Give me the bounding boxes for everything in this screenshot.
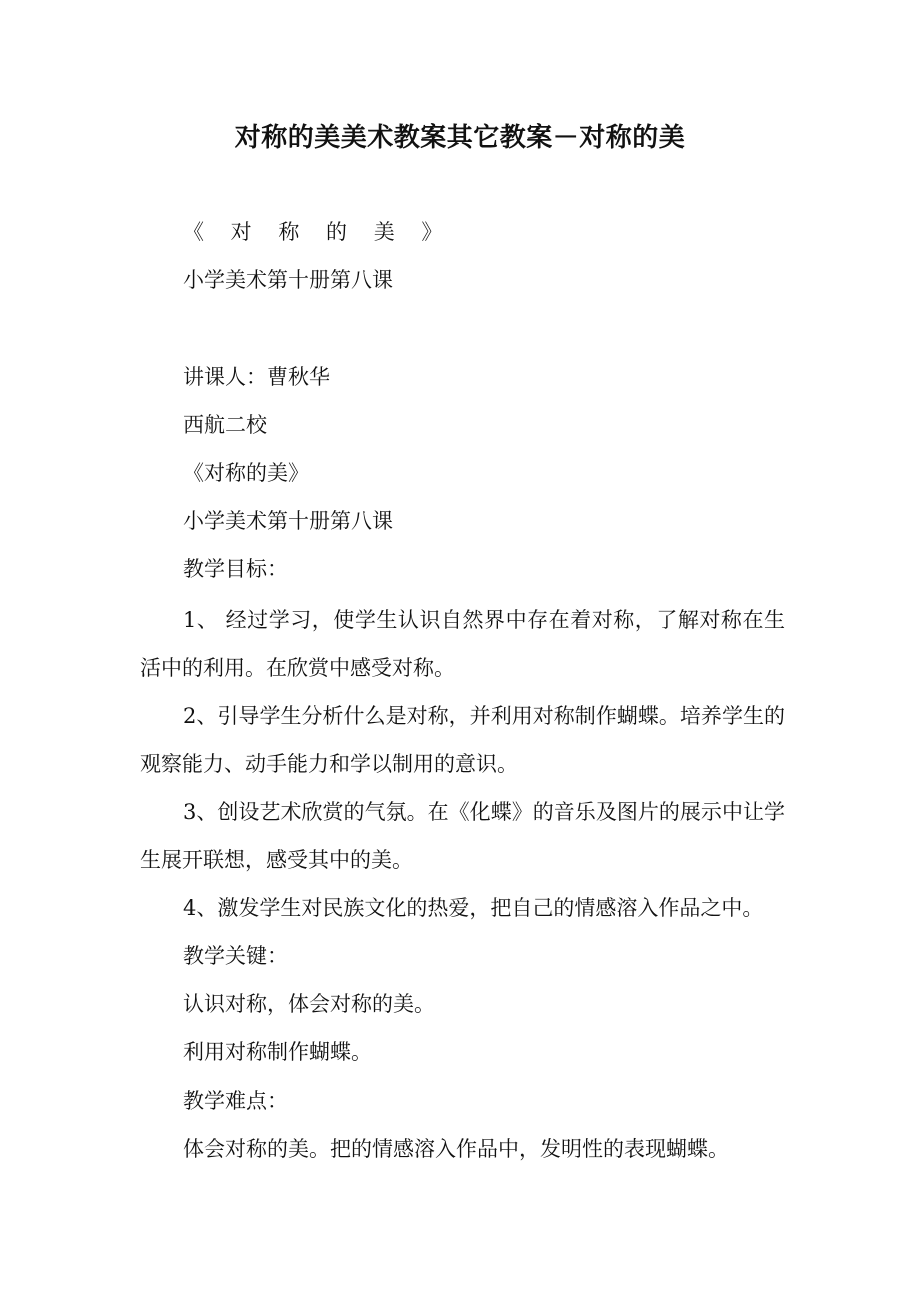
key-points-heading: 教学关键： [183, 944, 288, 968]
objective-item-3: 3、创设艺术欣赏的气氛。在《化蝶》的音乐及图片的展示中让学生展开联想，感受其中的美。 [140, 800, 785, 872]
lecturer-line: 讲课人：曹秋华 [183, 365, 330, 389]
objectives-heading: 教学目标： [183, 557, 288, 581]
objective-item-2: 2、引导学生分析什么是对称，并利用对称制作蝴蝶。培养学生的观察能力、动手能力和学以制用的意识。 [140, 704, 785, 776]
objective-item-4: 4、激发学生对民族文化的热爱，把自己的情感溶入作品之中。 [183, 896, 764, 920]
lesson-title-2: 《对称的美》 [183, 461, 309, 485]
key-point-item-1: 认识对称，体会对称的美。 [183, 992, 435, 1016]
course-info-1: 小学美术第十册第八课 [183, 268, 393, 292]
school-line: 西航二校 [183, 413, 267, 437]
course-info-2: 小学美术第十册第八课 [183, 509, 393, 533]
key-point-item-2: 利用对称制作蝴蝶。 [183, 1040, 372, 1064]
difficulties-heading: 教学难点： [183, 1089, 288, 1113]
difficulty-item-1: 体会对称的美。把的情感溶入作品中，发明性的表现蝴蝶。 [183, 1137, 729, 1161]
spaced-lesson-title: 《 对 称 的 美 》 [183, 220, 453, 244]
document-title: 对称的美美术教案其它教案－对称的美 [234, 123, 686, 153]
objective-item-1: 1、 经过学习，使学生认识自然界中存在着对称，了解对称在生活中的利用。在欣赏中感受对称。 [140, 608, 785, 680]
